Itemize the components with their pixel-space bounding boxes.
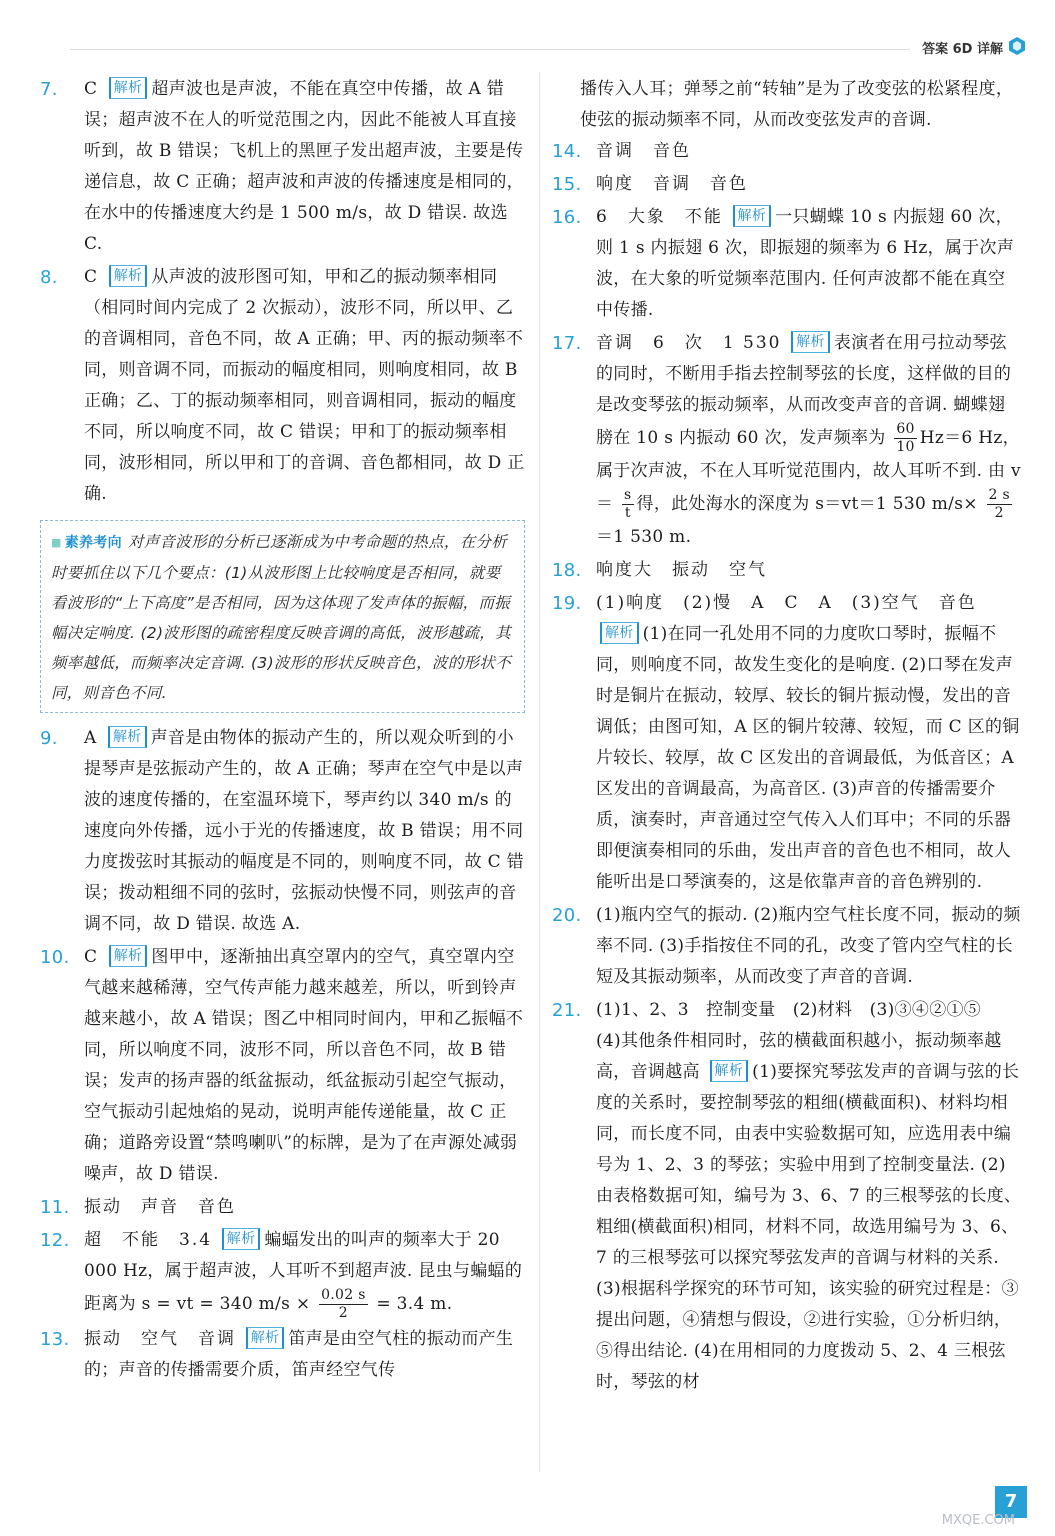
answer-item-14 xyxy=(552,136,1022,167)
denominator: 2 xyxy=(338,1305,348,1321)
numerator: 60 xyxy=(896,421,915,437)
answer: C xyxy=(84,267,100,287)
header-title: 答案 6D 详解 xyxy=(922,42,1003,57)
answer: 振动 空气 音调 xyxy=(84,1329,236,1349)
answer: 音调 音色 xyxy=(596,141,691,161)
answer: A xyxy=(84,728,99,748)
question-number: 11. xyxy=(40,1197,70,1218)
literacy-tip-box xyxy=(40,520,525,713)
answer-item-12 xyxy=(40,1225,525,1322)
analysis-tag: 解析 xyxy=(600,622,639,644)
formula xyxy=(141,1287,453,1321)
tip-label: ■ 素养考向 xyxy=(51,535,122,551)
question-number: 12. xyxy=(40,1230,70,1251)
answer-item-8 xyxy=(40,262,525,510)
question-number: 16. xyxy=(552,207,582,228)
analysis-tag: 解析 xyxy=(710,1060,749,1082)
answer: (1)响度 (2)慢 A C A (3)空气 音色 xyxy=(596,593,977,613)
question-number: 18. xyxy=(552,560,582,581)
tip-text: 对声音波形的分析已逐渐成为中考命题的热点，在分析时要抓住以下几个要点：(1)从波形图上比较响度是否相同，就要看波形的“上下高度”是否相同，因为这体现了发声体的振幅，而振幅决定响度. (2)波形图的疏密程度反映音调的高低，波形越疏，其频率越低，而频率决定音调. (3)波形的形状反映音色，波的形状不同，则音色不同. xyxy=(51,533,511,702)
answer-item-10 xyxy=(40,942,525,1190)
question-number: 20. xyxy=(552,905,582,926)
answer-item-15 xyxy=(552,169,1022,200)
explanation: 蝙蝠发出的叫声的频率大于 20 000 Hz，属于超声波，人耳听不到超声波. 昆虫与蝙蝠的距离为 xyxy=(84,1230,523,1314)
explanation: (1)要探究琴弦发声的音调与弦的长度的关系时，要控制琴弦的粗细(横截面积)、材料均相同，而长度不同，由表中实验数据可知，应选用表中编号为 1、2、3 的琴弦；实验中用到了控制变量法. (2)由表格数据可知，编号为 3、6、7 的三根琴弦的长度、粗细(横截面积)相同，材料不同，故选用编号为 3、6、7 的三根琴弦可以探究琴弦发声的音调与材料的关系. (3)根据科学探究的环节可知，该实验的研究过程是：③提出问题，④猜想与假设，②进行实验，①分析归纳，⑤得出结论. (4)在用相同的力度拨动 5、2、4 三根弦时，琴弦的材 xyxy=(596,1062,1022,1392)
numerator: 0.02 s xyxy=(321,1287,366,1303)
explanation: 声音是由物体的振动产生的，所以观众听到的小提琴声是弦振动产生的，故 A 正确；琴声在空气中是以声波的速度传播的，在室温环境下，琴声约以 340 m/s 的速度向外传播，远小于光的传播速度，故 B 错误；用不同力度拨弦时其振动的幅度是不同的，则响度不同，故 C 错误；拨动粗细不同的弦时，弦振动快慢不同，则弦声的音调不同，故 D 错误. 故选 A. xyxy=(84,728,524,934)
fraction xyxy=(987,487,1012,522)
question-number: 21. xyxy=(552,1000,582,1021)
analysis-tag: 解析 xyxy=(246,1327,285,1349)
page-number: 7 xyxy=(995,1486,1027,1518)
answer-item-9 xyxy=(40,723,525,940)
watermark: MXQE.COM xyxy=(941,1513,1015,1528)
answer: 音调 6 次 1 530 xyxy=(596,333,782,353)
hexagon-logo-icon xyxy=(1007,36,1027,56)
answer-item-11 xyxy=(40,1192,525,1223)
answer-item-13-continued: 播传入人耳；弹琴之前“转轴”是为了改变弦的松紧程度，使弦的振动频率不同，从而改变弦发声的音调. xyxy=(580,79,1014,130)
analysis-tag: 解析 xyxy=(108,726,147,748)
answer-item-16 xyxy=(552,202,1022,326)
explanation: 图甲中，逐渐抽出真空罩内的空气，真空罩内空气越来越稀薄，空气传声能力越来越差，所以，听到铃声越来越小，故 A 错误；图乙中相同时间内，甲和乙振幅不同，所以响度不同，波形不同，所以音色不同，故 B 错误；发声的扬声器的纸盆振动，纸盆振动引起空气振动，空气振动引起烛焰的晃动，说明声能传递能量，故 C 正确；道路旁设置“禁鸣喇叭”的标牌，是为了在声源处减弱噪声，故 D 错误. xyxy=(84,947,524,1184)
answer: 响度大 振动 空气 xyxy=(596,560,767,580)
answer-item-19 xyxy=(552,588,1022,898)
answer: (1)瓶内空气的振动. (2)瓶内空气柱长度不同，振动的频率不同. (3)手指按住不同的孔，改变了管内空气柱的长短及其振动频率，从而改变了声音的音调. xyxy=(596,905,1021,987)
numerator: 2 s xyxy=(988,487,1010,503)
analysis-tag: 解析 xyxy=(109,945,148,967)
answer: 超 不能 3.4 xyxy=(84,1230,213,1250)
explanation: Hz＝6 Hz，属于次声波，不在人耳听觉范围内，故人耳听不到. 由 v＝ xyxy=(596,428,1021,514)
answer: C xyxy=(84,947,100,967)
explanation: 一只蝴蝶 10 s 内振翅 60 次，则 1 s 内振翅 6 次，即振翅的频率为 6 Hz，属于次声波，在大象的听觉频率范围内. 任何声波都不能在真空中传播. xyxy=(596,207,1015,320)
explanation: 得，此处海水的深度为 s＝vt＝1 530 m/s× xyxy=(636,494,978,514)
numerator: s xyxy=(624,487,632,503)
fraction xyxy=(319,1287,368,1322)
denominator: 10 xyxy=(896,439,915,455)
question-number: 15. xyxy=(552,174,582,195)
right-column xyxy=(552,74,1022,1400)
explanation: (1)在同一孔处用不同的力度吹口琴时，振幅不同，则响度不同，故发生变化的是响度. (2)口琴在发声时是铜片在振动，较厚、较长的铜片振动慢，发出的音调低；由图可知，A 区的铜片较薄、较短，而 C 区的铜片较长、较厚，故 C 区发出的音调最低，为低音区；A 区发出的音调最高，为高音区. (3)声音的传播需要介质，演奏时，声音通过空气传入人们耳中；不同的乐器即便演奏相同的乐曲，发出声音的音色也不相同，故人能听出是口琴演奏的，这是依靠声音的音色辨别的. xyxy=(596,624,1020,892)
answer: 振动 声音 音色 xyxy=(84,1197,236,1217)
header-rule xyxy=(70,49,910,50)
explanation: 表演者在用弓拉动琴弦的同时，不断用手指去控制琴弦的长度，这样做的目的是改变琴弦的振动频率，从而改变声音的音调. 蝴蝶翅膀在 10 s 内振动 60 次，发声频率为 xyxy=(596,333,1012,448)
formula-part: s = vt = 340 m/s × xyxy=(141,1294,311,1314)
question-number: 9. xyxy=(40,728,58,749)
question-number: 7. xyxy=(40,79,58,100)
analysis-tag: 解析 xyxy=(733,205,772,227)
answer: 6 大象 不能 xyxy=(596,207,723,227)
question-number: 17. xyxy=(552,333,582,354)
question-number: 10. xyxy=(40,947,70,968)
answer: C xyxy=(84,79,100,99)
answer: (1)1、2、3 控制变量 (2)材料 (3)③④②①⑤ xyxy=(596,1000,982,1020)
answer: 响度 音调 音色 xyxy=(596,174,748,194)
analysis-tag: 解析 xyxy=(791,331,830,353)
question-number: 19. xyxy=(552,593,582,614)
fraction xyxy=(894,421,916,456)
explanation: ＝1 530 m. xyxy=(596,527,692,547)
answer-item-20 xyxy=(552,900,1022,993)
question-number: 13. xyxy=(40,1329,70,1350)
denominator: t xyxy=(624,505,631,521)
question-number: 8. xyxy=(40,267,58,288)
answer: (4)其他条件相同时，弦的横截面积越小，振动频率越高，音调越高 xyxy=(596,1031,1002,1082)
formula-part: = 3.4 m. xyxy=(376,1294,453,1314)
explanation: 超声波也是声波，不能在真空中传播，故 A 错误；超声波不在人的听觉范围之内，因此不能被人耳直接听到，故 B 错误；飞机上的黑匣子发出超声波，主要是传递信息，故 C 正确；超声波和声波的传播速度是相同的，在水中的传播速度大约是 1 500 m/s，故 D 错误. 故选 C. xyxy=(84,79,524,254)
answer-item-13 xyxy=(40,1324,525,1386)
analysis-tag: 解析 xyxy=(109,265,148,287)
left-column xyxy=(40,74,525,1388)
analysis-tag: 解析 xyxy=(222,1228,261,1250)
answer-item-7 xyxy=(40,74,525,260)
denominator: 2 xyxy=(994,505,1004,521)
column-divider xyxy=(539,72,540,1472)
fraction xyxy=(622,487,634,522)
analysis-tag: 解析 xyxy=(109,77,148,99)
answer-item-21 xyxy=(552,995,1022,1398)
explanation: 从声波的波形图可知，甲和乙的振动频率相同（相同时间内完成了 2 次振动），波形不同，所以甲、乙的音调相同，音色不同，故 A 正确；甲、丙的振动频率不同，则音调不同，而振动的幅度相同，则响度相同，故 B 正确；乙、丁的振动频率相同，则音调相同，振动的幅度不同，所以响度不同，故 C 错误；甲和丁的振动频率相同，波形相同，所以甲和丁的音调、音色都相同，故 D 正确. xyxy=(84,267,525,504)
answer-item-18 xyxy=(552,555,1022,586)
answer-item-17 xyxy=(552,328,1022,553)
explanation: 笛声是由空气柱的振动而产生的；声音的传播需要介质，笛声经空气传 xyxy=(84,1329,514,1380)
question-number: 14. xyxy=(552,141,582,162)
